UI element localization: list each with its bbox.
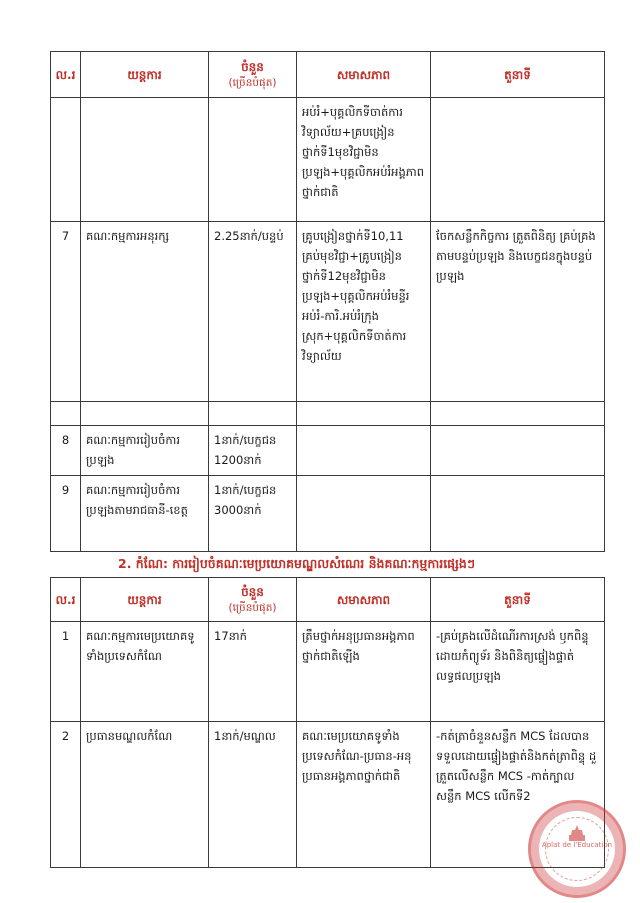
table-2: [50, 577, 605, 868]
row-mechanism: គណៈកម្មការមេប្រយោគទូទាំងប្រទេសកំណែ: [81, 622, 209, 722]
table-row: [51, 402, 605, 426]
row-no: 8: [51, 426, 81, 476]
row-count: 1នាក់/មណ្ឌល: [209, 722, 297, 868]
table-row: [51, 222, 605, 402]
row-composition: គ្រូបង្រៀនថ្នាក់ទី10,11 គ្រប់មុខវិជ្ជា+គ្រូបង្រៀនថ្នាក់ទី12មុខវិជ្ជាមិនប្រឡង+បុគ្គលិកអប់រំមន្ទីរអប់រំ-ការិ.អប់រំក្រុងស្រុក+បុគ្គលិកទីចាត់ការវិទ្យាល័យ: [297, 222, 431, 402]
row-mechanism: គណៈកម្មការរៀបចំការប្រឡង: [81, 426, 209, 476]
row-composition: [297, 426, 431, 476]
row-count: 2.25នាក់/បន្ទប់: [209, 222, 297, 402]
row-composition: គណៈមេប្រយោគទូទាំងប្រទេសកំណែ-ប្រធាន-អនុប្រធានអង្គភាពថ្នាក់ជាតិ: [297, 722, 431, 868]
row-mechanism: ប្រធានមណ្ឌលកំណែ: [81, 722, 209, 868]
col-count-header: ចំនួន (ច្រើនបំផុត): [209, 578, 297, 622]
col-role-header: តួនាទី: [431, 578, 605, 622]
row-count: 17នាក់: [209, 622, 297, 722]
row-no: 7: [51, 222, 81, 402]
stamp-label: Aplat de l'Education: [541, 841, 613, 849]
row-role: [431, 402, 605, 426]
row-mechanism: គណៈកម្មការរៀបចំការប្រឡងតាមរាជធានី-ខេត្ត: [81, 476, 209, 552]
col-no-header: ល.រ: [51, 578, 81, 622]
row-composition: [297, 402, 431, 426]
row-role: -គ្រប់គ្រងលើដំណើរការស្រង់ ឫកពិន្ទុដោយកំព្យូទ័រ និងពិនិត្យផ្ទៀងផ្ទាត់លទ្ធផលប្រឡង: [431, 622, 605, 722]
col-mechanism-header: យន្តការ: [81, 578, 209, 622]
row-role: ចែកសន្លឹកកិច្ចការ ត្រួតពិនិត្យ គ្រប់គ្រងតាមបន្ទប់ប្រឡង និងបេក្ខជនក្នុងបន្ទប់ប្រឡង: [431, 222, 605, 402]
col-no-header: ល.រ: [51, 52, 81, 98]
row-count: 1នាក់/បេក្ខជន 1200នាក់: [209, 426, 297, 476]
row-no: 2: [51, 722, 81, 868]
table-2-header-row: [51, 578, 605, 622]
col-composition-header: សមាសភាព: [297, 578, 431, 622]
row-role: [431, 476, 605, 552]
row-no: [51, 402, 81, 426]
row-composition: ត្រឹមថ្នាក់អនុប្រធានអង្គភាពថ្នាក់ជាតិឡើង: [297, 622, 431, 722]
table-1-header-row: [51, 52, 605, 98]
col-count-header: ចំនួន (ច្រើនបំផុត): [209, 52, 297, 98]
row-mechanism: [81, 402, 209, 426]
row-role: -កត់ត្រាចំនួនសន្លឹក MCS ដែលបានទទួលដោយផ្ទៀងផ្ទាត់និងកត់ត្រាពិន្ទុ ដួត្រួតលើសន្លឹក MCS -កាត់ក្បាលសន្លឹក MCS លើកទី2: [431, 722, 605, 868]
row-composition: [297, 476, 431, 552]
row-count: [209, 98, 297, 222]
row-no: [51, 98, 81, 222]
row-role: [431, 426, 605, 476]
temple-icon: [567, 825, 587, 841]
table-row: [51, 622, 605, 722]
official-stamp: [528, 800, 626, 898]
row-mechanism: គណៈកម្មការអនុរក្ស: [81, 222, 209, 402]
row-composition: អប់រំ+បុគ្គលិកទីចាត់ការវិទ្យាល័យ+គ្របង្រៀនថ្នាក់ទី1មុខវិជ្ជាមិនប្រឡង+បុគ្គលិកអប់រំអង្គភាពថ្នាក់ជាតិ: [297, 98, 431, 222]
col-mechanism-header: យន្តការ: [81, 52, 209, 98]
row-count: [209, 402, 297, 426]
col-role-header: តួនាទី: [431, 52, 605, 98]
table-row: [51, 722, 605, 868]
row-no: 9: [51, 476, 81, 552]
row-mechanism: [81, 98, 209, 222]
table-row: [51, 476, 605, 552]
col-composition-header: សមាសភាព: [297, 52, 431, 98]
table-row: [51, 426, 605, 476]
table-row: [51, 98, 605, 222]
table-1: [50, 51, 605, 552]
row-no: 1: [51, 622, 81, 722]
section-heading: 2. កំណែ: ការរៀបចំគណៈមេប្រយោគមណ្ឌលសំណេរ និងគណៈកម្មការផ្សេងៗ: [118, 556, 476, 571]
row-role: [431, 98, 605, 222]
row-count: 1នាក់/បេក្ខជន 3000នាក់: [209, 476, 297, 552]
